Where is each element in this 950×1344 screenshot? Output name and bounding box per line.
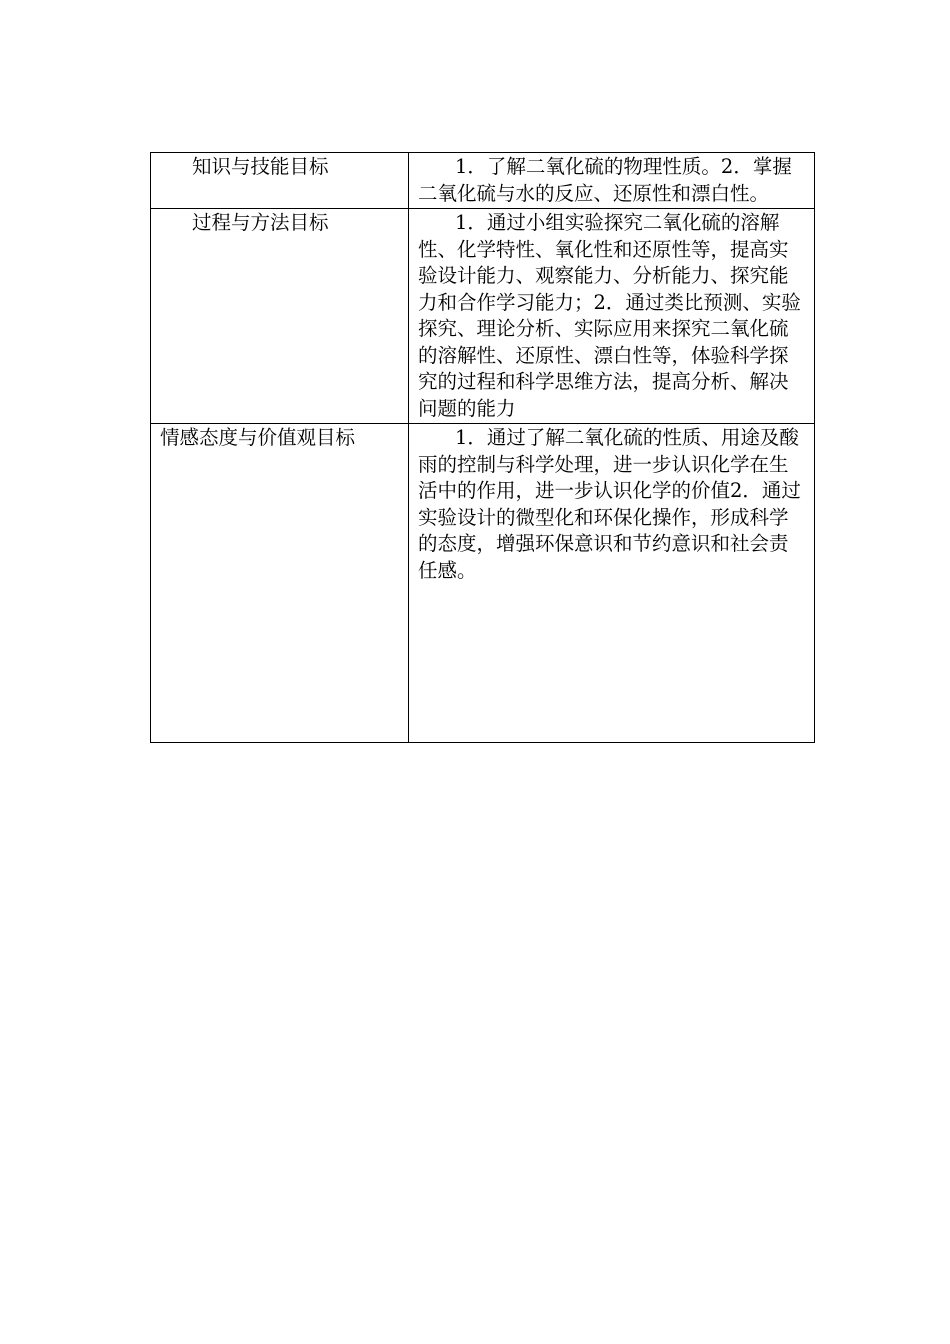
table-row [151,424,815,743]
row-content: 1．通过小组实验探究二氧化硫的溶解性、化学特性、氧化性和还原性等，提高实验设计能力、观察能力、分析能力、探究能力和合作学习能力；2．通过类比预测、实验探究、理论分析、实际应用来探究二氧化硫的溶解性、还原性、漂白性等，体验科学探究的过程和科学思维方法，提高分析、解决问题的能力 [418,211,801,420]
objective-content-attitude [409,424,815,743]
row-label: 过程与方法目标 [192,211,329,234]
objective-content-knowledge [409,153,815,209]
table-row [151,209,815,424]
row-content: 1．了解二氧化硫的物理性质。2．掌握二氧化硫与水的反应、还原性和漂白性。 [418,155,792,205]
row-label: 知识与技能目标 [192,155,329,178]
objective-label-process [151,209,409,424]
objective-content-process [409,209,815,424]
row-content: 1．通过了解二氧化硫的性质、用途及酸雨的控制与科学处理，进一步认识化学在生活中的作用，进一步认识化学的价值2．通过实验设计的微型化和环保化操作，形成科学的态度，增强环保意识和节约意识和社会责任感。 [418,426,801,582]
table-row [151,153,815,209]
row-label: 情感态度与价值观目标 [160,426,356,449]
teaching-objectives-table [150,152,815,743]
objective-label-knowledge [151,153,409,209]
objective-label-attitude [151,424,409,743]
